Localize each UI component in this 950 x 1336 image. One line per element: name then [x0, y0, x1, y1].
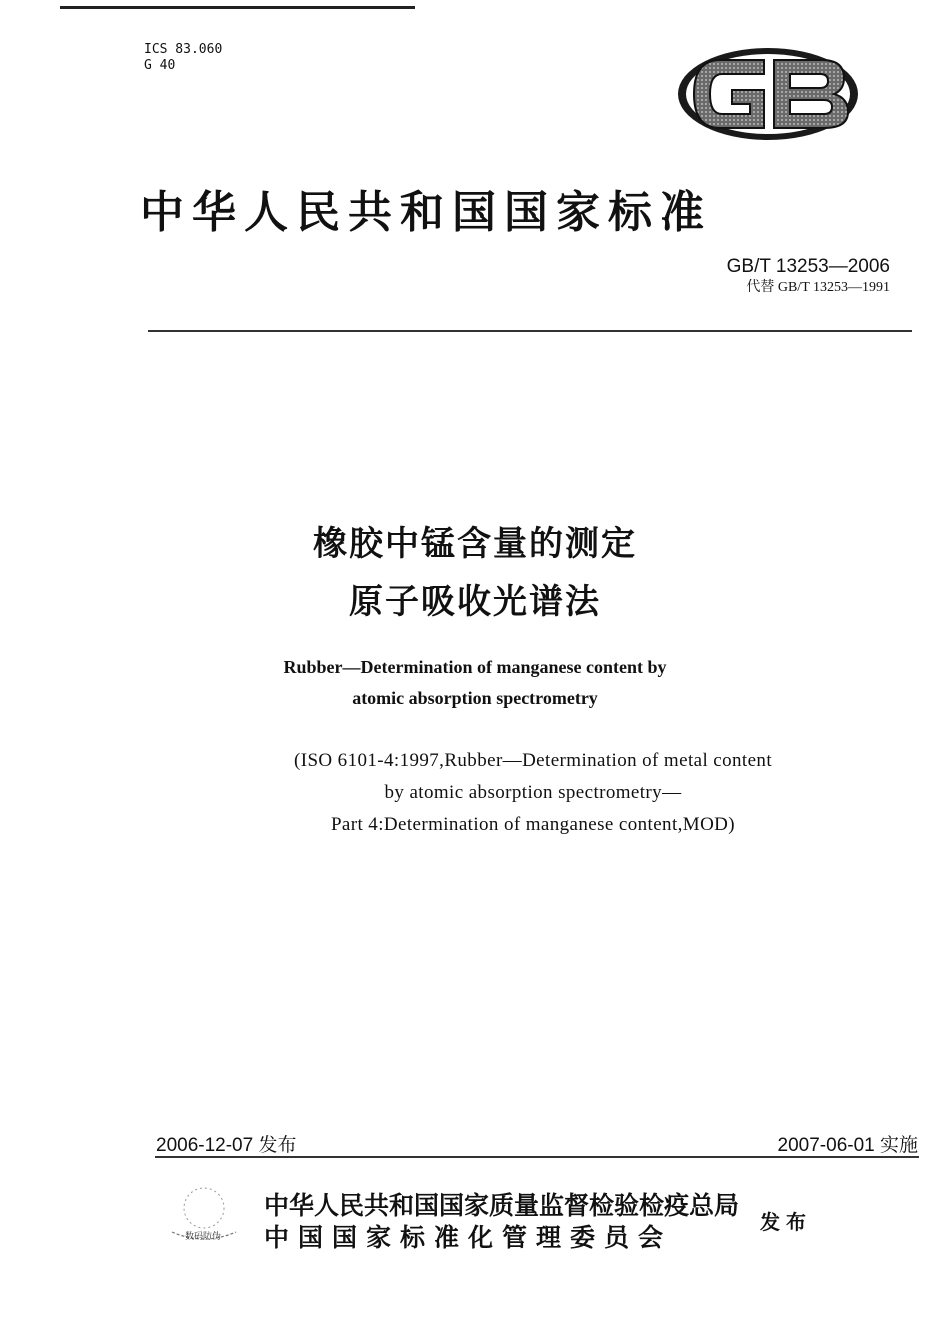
issuer-line2: 中国国家标准化管理委员会 [264, 1223, 673, 1252]
top-rule [60, 6, 415, 9]
gb-logo [676, 46, 860, 142]
gb-logo-text: GB [676, 46, 678, 47]
title-en-line2: atomic absorption spectrometry [352, 688, 598, 708]
ics-code: ICS 83.060 [144, 42, 223, 57]
issuer-line1: 中华人民共和国国家质量监督检验检疫总局 [264, 1191, 740, 1220]
header-rule [148, 330, 912, 332]
classification-codes [144, 42, 222, 74]
iso-reference-line1: (ISO 6101-4:1997,Rubber—Determination of metal content [293, 750, 773, 771]
ccs-code: G 40 [144, 58, 176, 73]
anti-counterfeit-seal [160, 1182, 246, 1248]
standard-category: 中华人民共和国国家标准 [140, 187, 712, 238]
publish-label: 发布 [760, 1210, 812, 1234]
seal-text: 数码防伪 [184, 1232, 222, 1242]
standard-code: GB/T 13253—2006 [726, 256, 890, 277]
replaced-standard: 代替 GB/T 13253—1991 [746, 280, 890, 295]
title-en-line1: Rubber—Determination of manganese content by [283, 657, 667, 677]
iso-reference-line3: Part 4:Determination of manganese content,MOD) [330, 814, 736, 835]
issue-date: 2006-12-07 发布 [156, 1135, 297, 1156]
title-cn-line2: 原子吸收光谱法 [349, 582, 601, 622]
implementation-date: 2007-06-01 实施 [777, 1135, 918, 1156]
footer-rule [155, 1156, 919, 1158]
title-cn-line1: 橡胶中锰含量的测定 [313, 524, 637, 564]
iso-reference-line2: by atomic absorption spectrometry— [384, 782, 682, 803]
